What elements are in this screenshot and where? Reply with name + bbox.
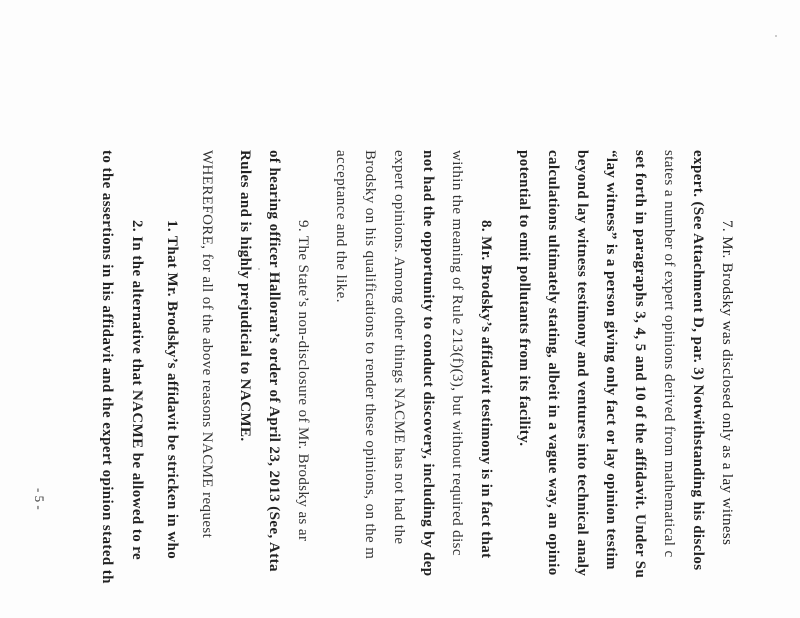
paragraph-8-line-1: 8. Mr. Brodsky’s affidavit testimony is in fact that (478, 220, 494, 559)
scan-speck (258, 268, 260, 270)
paragraph-7-line-5: “lay witness” is a person giving only fact or lay opinion testim (603, 150, 619, 570)
paragraph-7-line-1: 7. Mr. Brodsky was disclosed only as a lay witness (719, 220, 735, 546)
paragraph-9-line-1: 9. The State’s non-disclosure of Mr. Brodsky as ar (295, 220, 311, 542)
page-number: - 5 - (32, 488, 47, 510)
request-item-2: 2. In the alternative that NACME be allowed to re (129, 220, 145, 561)
scan-speck (775, 35, 777, 37)
paragraph-8-line-4: expert opinions. Among other things NACME has not had the (391, 150, 407, 545)
paragraph-8-line-6: acceptance and the like. (333, 150, 349, 303)
paragraph-7-line-7: calculations ultimately stating, albeit in a vague way, an opinio (545, 150, 561, 576)
paragraph-8-line-3: not had the opportunity to conduct discovery, including by dep (420, 150, 436, 577)
document-body (95, 150, 735, 618)
request-item-1: 1. That Mr. Brodsky’s affidavit be stricken in who (164, 220, 180, 560)
paragraph-9-line-3: Rules and is highly prejudicial to NACME. (237, 150, 253, 442)
paragraph-9-line-2: of hearing officer Halloran’s order of April 23, 2013 (See, Atta (266, 150, 282, 572)
paragraph-7-line-3: states a number of expert opinions derived from mathematical c (661, 150, 677, 558)
paragraph-7-line-8: potential to emit pollutants from its facility. (516, 150, 532, 447)
request-item-2-continued: to the assertions in his affidavit and the expert opinion stated th (99, 150, 115, 584)
paragraph-7-line-4: set forth in paragraphs 3, 4, 5 and 10 of the affidavit. Under Su (632, 150, 648, 579)
paragraph-7-line-2: expert. (See Attachment D, par. 3) Notwithstanding his disclos (690, 150, 706, 571)
paragraph-7-line-6: beyond lay witness testimony and ventures into technical analy (574, 150, 590, 577)
wherefore-clause: WHEREFORE, for all of the above reasons NACME request (199, 150, 215, 539)
paragraph-8-line-2: within the meaning of Rule 213(f)(3), but without required disc (449, 150, 465, 556)
paragraph-8-line-5: Brodsky on his qualifications to render these opinions, on the m (362, 150, 378, 560)
